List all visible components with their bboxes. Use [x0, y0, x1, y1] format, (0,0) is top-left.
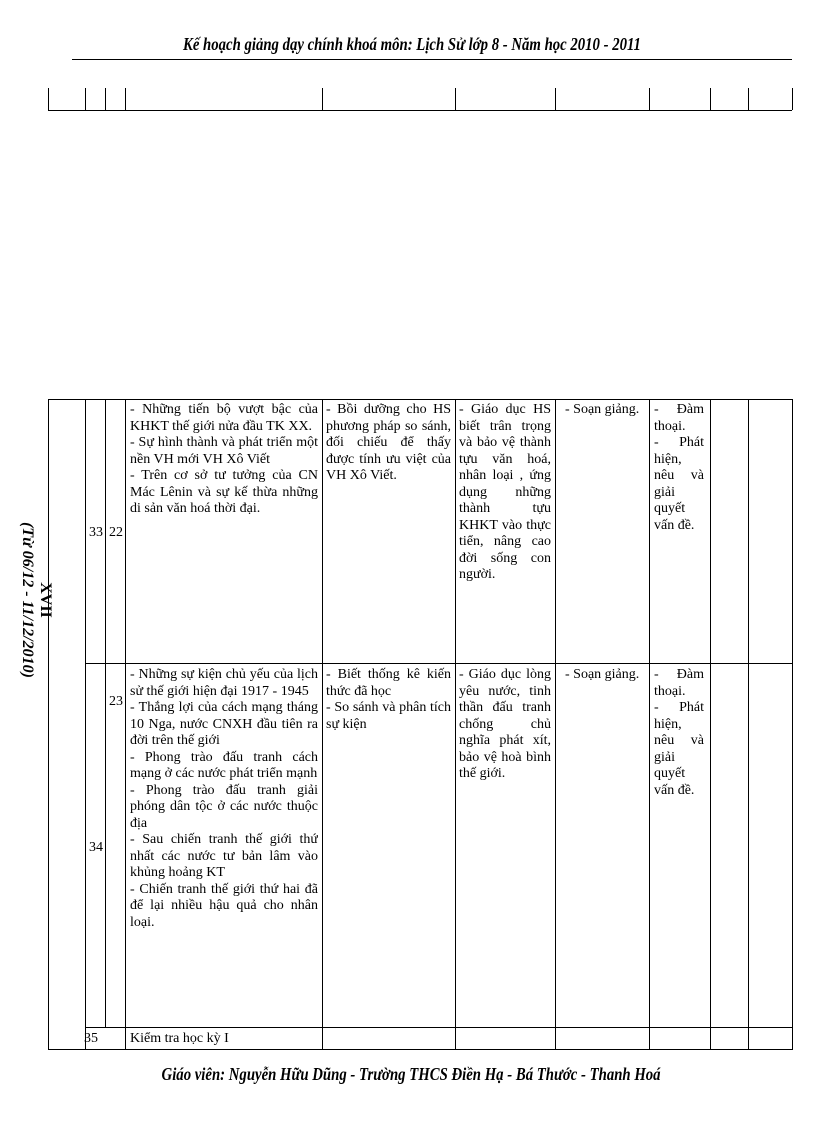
lesson-methods: - Đàm thoại. - Phát hiện, nêu và giải quyết vấn đề.	[654, 402, 704, 533]
week-date-range: (Từ 06/12 - 11/12/2010)	[19, 522, 36, 678]
lesson-skills: - Biết thống kê kiến thức đã học - So sánh và phân tích sự kiện	[326, 667, 451, 732]
page-header: Kế hoạch giảng dạy chính khoá môn: Lịch Sử lớp 8 - Năm học 2010 - 2011	[182, 34, 641, 54]
header-rule	[72, 59, 792, 60]
lesson-content: Kiểm tra học kỳ I	[130, 1031, 229, 1046]
page-footer: Giáo viên: Nguyễn Hữu Dũng - Trường THCS Điền Hạ - Bá Thước - Thanh Hoá	[161, 1064, 661, 1084]
lesson-preparation: - Soạn giảng.	[565, 667, 640, 682]
week-label	[18, 445, 54, 755]
lesson-content: - Những sự kiện chủ yếu của lịch sử thế giới hiện đại 1917 - 1945 - Thắng lợi của cách mạng tháng 10 Nga, nước CNXH đầu tiên ra đời trên thế giới - Phong trào đấu tranh cách mạng ở các nước phát triển mạnh - Phong trào đấu tranh giải phóng dân tộc ở các nước thuộc địa - Sau chiến tranh thế giới thứ nhất các nước tư bản lâm vào khủng hoảng KT - Chiến tranh thế giới thứ hai đã để lại nhiều hậu quả cho nhân loại.	[130, 667, 318, 930]
lesson-skills: - Bồi dưỡng cho HS phương pháp so sánh, đối chiếu để thấy được tính ưu việt của VH Xô Viết.	[326, 402, 451, 483]
lesson-education: - Giáo dục lòng yêu nước, tinh thần đấu tranh chống chủ nghĩa phát xít, bảo vệ hoà bình thế giới.	[459, 667, 551, 781]
lesson-methods: - Đàm thoại. - Phát hiện, nêu và giải quyết vấn đề.	[654, 667, 704, 798]
period-number: 33	[89, 525, 103, 540]
week-number: XVII	[37, 582, 54, 618]
lesson-content: - Những tiến bộ vượt bậc của KHKT thế giới nửa đầu TK XX. - Sự hình thành và phát triển một nền VH mới VH Xô Viết - Trên cơ sở tư tưởng của CN Mác Lênin và sự kế thừa những di sản văn hoá thời đại.	[130, 402, 318, 516]
lesson-education: - Giáo dục HS biết trân trọng và bảo vệ thành tựu văn hoá, nhân loại , ứng dụng những thành tựu KHKT vào thực tiển, nâng cao đời sống con người.	[459, 402, 551, 582]
period-number: 34	[89, 840, 103, 855]
lesson-preparation: - Soạn giảng.	[565, 402, 640, 417]
lesson-number: 22	[109, 525, 123, 540]
lesson-number: 23	[109, 694, 123, 709]
period-number: 35	[84, 1031, 98, 1046]
